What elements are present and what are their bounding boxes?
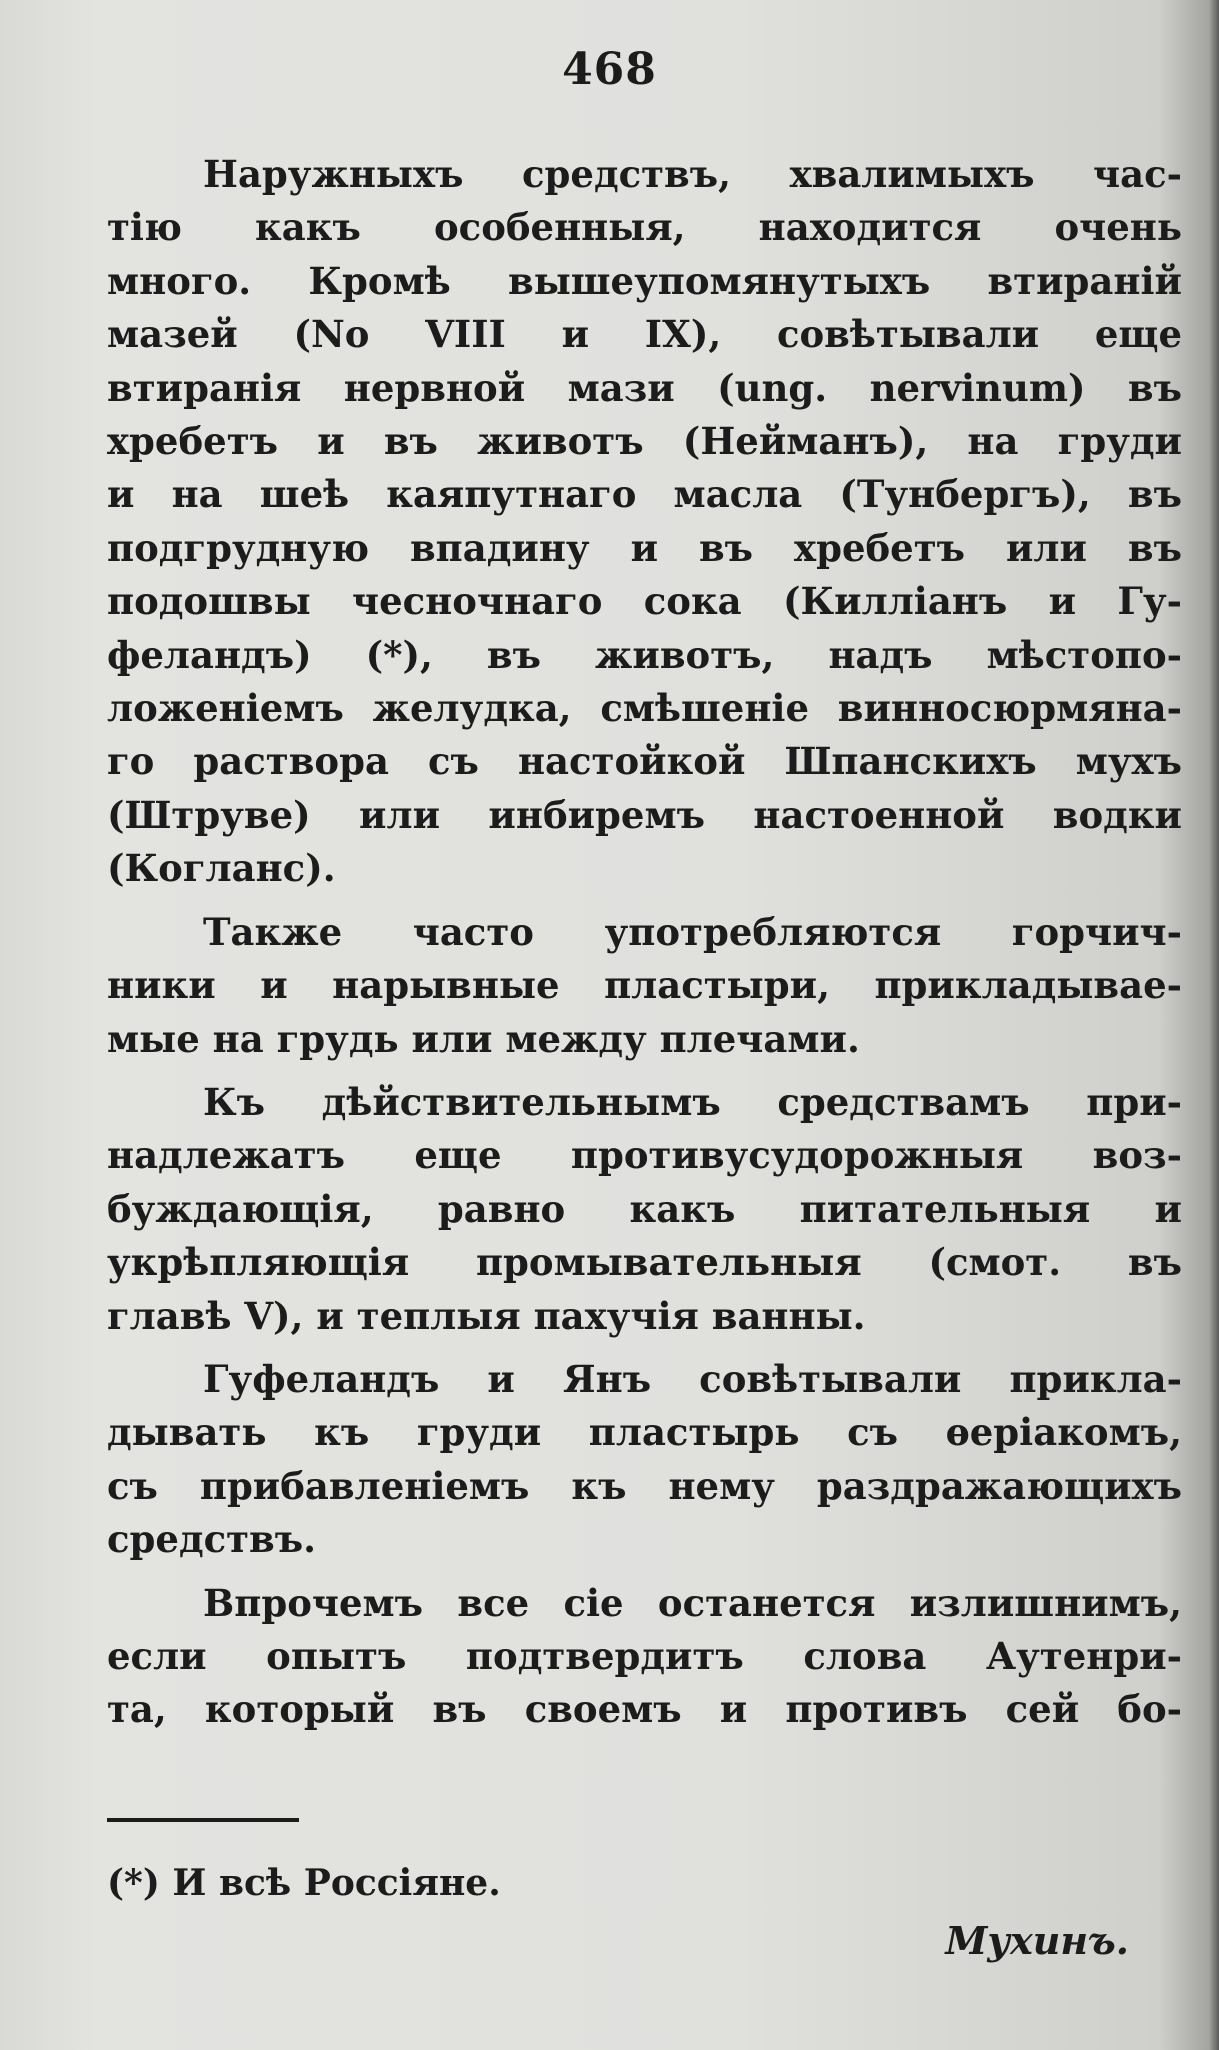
text-line: Наружныхъ средствъ, хвалимыхъ час- bbox=[203, 152, 1182, 196]
text-line: и на шеѣ каяпутнаго масла (Тунбергъ), въ bbox=[107, 472, 1182, 517]
paragraph-1 bbox=[107, 148, 1182, 896]
paragraph-2 bbox=[107, 906, 1182, 1066]
text-line: надлежатъ еще противусудорожныя воз- bbox=[107, 1133, 1182, 1178]
signature: Мухинъ. bbox=[945, 1918, 1129, 1963]
paragraph-gap bbox=[107, 1066, 1182, 1076]
text-line: Гуфеландъ и Янъ совѣтывали прикла- bbox=[203, 1356, 1182, 1401]
text-line: та, который въ своемъ и противъ сей бо- bbox=[107, 1687, 1182, 1732]
text-line: Къ дѣйствительнымъ средствамъ при- bbox=[203, 1079, 1182, 1124]
text-line: тію какъ особенныя, находится очень bbox=[107, 205, 1182, 250]
paragraph-gap bbox=[107, 896, 1182, 906]
text-line: средствъ. bbox=[107, 1517, 317, 1562]
paragraph-gap bbox=[107, 1567, 1182, 1577]
text-line: (Когланс). bbox=[107, 846, 336, 891]
text-line: главѣ V), и теплыя пахучія ванны. bbox=[107, 1293, 866, 1338]
text-line: втиранія нервной мази (ung. nervinum) въ bbox=[107, 365, 1182, 410]
paragraph-4 bbox=[107, 1353, 1182, 1567]
text-line: го раствора съ настойкой Шпанскихъ мухъ bbox=[107, 739, 1182, 784]
text-line: укрѣпляющія промывательныя (смот. въ bbox=[107, 1240, 1182, 1285]
text-line: феландъ) (*), въ животъ, надъ мѣстопо- bbox=[107, 632, 1182, 677]
text-line: подгрудную впадину и въ хребетъ или въ bbox=[107, 525, 1182, 570]
text-line: дывать къ груди пластырь съ ѳеріакомъ, bbox=[107, 1410, 1182, 1455]
text-line: мазей (No VIII и IX), совѣтывали еще bbox=[107, 312, 1182, 357]
text-line: подошвы чесночнаго сока (Килліанъ и Гу- bbox=[107, 579, 1182, 624]
text-line: много. Кромѣ вышеупомянутыхъ втираній bbox=[107, 258, 1182, 303]
text-line: если опытъ подтвердитъ слова Аутенри- bbox=[107, 1633, 1182, 1678]
text-line: мые на грудь или между плечами. bbox=[107, 1016, 860, 1061]
text-line: (Штруве) или инбиремъ настоенной водки bbox=[107, 792, 1182, 837]
text-line: ложеніемъ желудка, смѣшеніе винносюрмяна- bbox=[107, 686, 1182, 731]
text-line: съ прибавленіемъ къ нему раздражающихъ bbox=[107, 1463, 1182, 1508]
text-line: Также часто употребляются горчич- bbox=[203, 909, 1182, 954]
page-number: 468 bbox=[562, 44, 657, 95]
text-line: буждающія, равно какъ питательныя и bbox=[107, 1186, 1182, 1231]
footnote-rule bbox=[107, 1818, 299, 1822]
text-line: хребетъ и въ животъ (Нейманъ), на груди bbox=[107, 419, 1182, 464]
paragraph-gap bbox=[107, 1343, 1182, 1353]
body-text bbox=[107, 148, 1182, 1737]
page-edge-shadow bbox=[1209, 0, 1219, 2050]
paragraph-3 bbox=[107, 1076, 1182, 1343]
text-line: Впрочемъ все сіе останется излишнимъ, bbox=[203, 1580, 1182, 1625]
footnote: (*) И всѣ Россіяне. bbox=[107, 1862, 501, 1904]
text-line: ники и нарывные пластыри, прикладывае- bbox=[107, 963, 1182, 1008]
paragraph-5 bbox=[107, 1577, 1182, 1737]
